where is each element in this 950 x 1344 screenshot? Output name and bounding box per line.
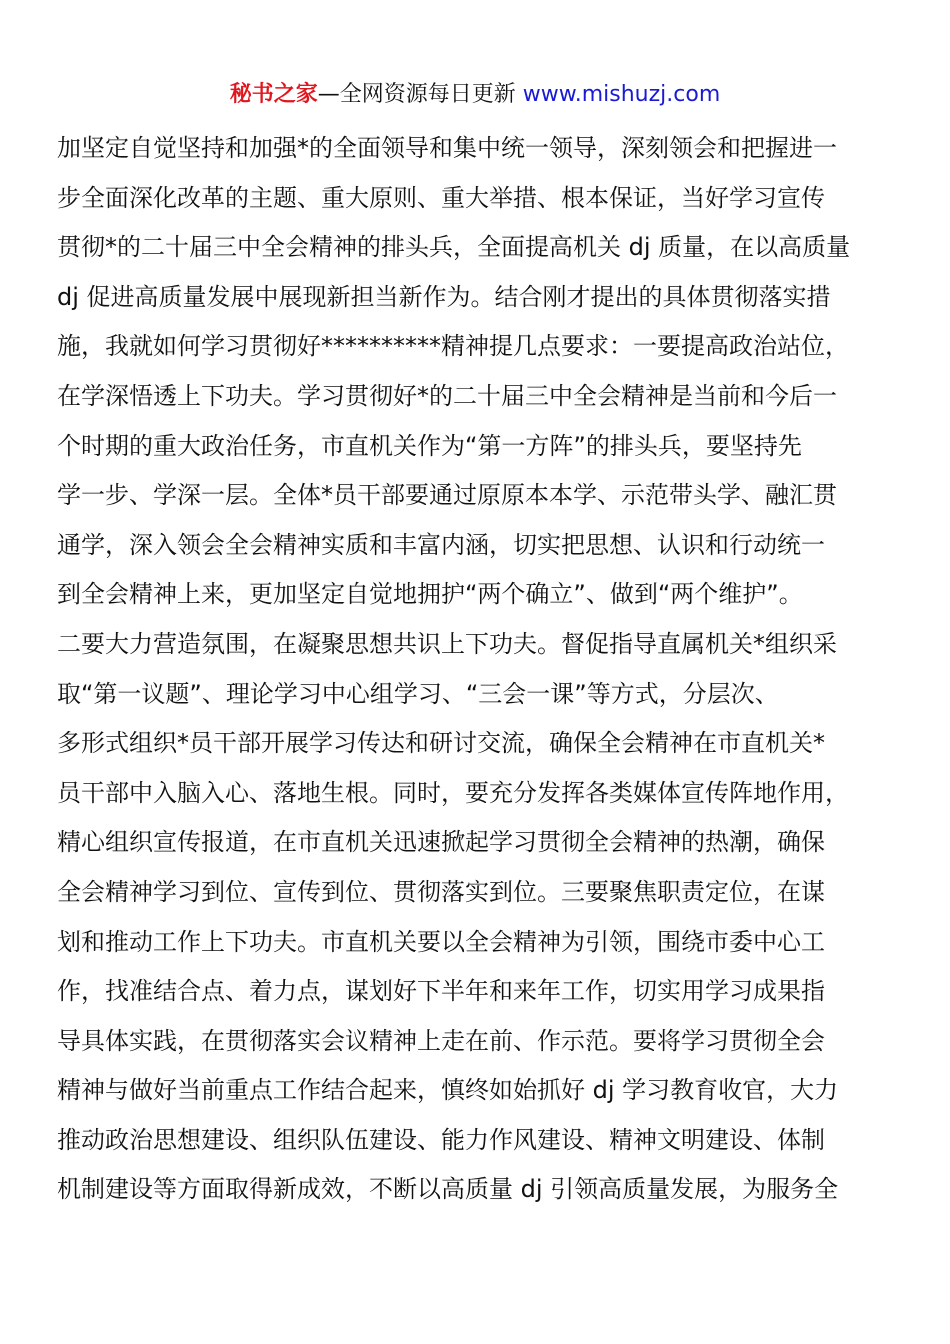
document-body bbox=[57, 124, 907, 1215]
text-line: 到全会精神上来，更加坚定自觉地拥护“两个确立”、做到“两个维护”。 bbox=[57, 580, 803, 609]
text-line: 划和推动工作上下功夫。市直机关要以全会精神为引领，围绕市委中心工 bbox=[57, 927, 825, 956]
text-line: 机制建设等方面取得新成效，不断以高质量 dj 引领高质量发展，为服务全 bbox=[57, 1175, 839, 1204]
text-line: 个时期的重大政治任务，市直机关作为“第一方阵”的排头兵，要坚持先 bbox=[57, 431, 802, 460]
text-line: 推动政治思想建设、组织队伍建设、能力作风建设、精神文明建设、体制 bbox=[57, 1125, 825, 1154]
text-line: 多形式组织*员干部开展学习传达和研讨交流，确保全会精神在市直机关* bbox=[57, 729, 825, 758]
text-line: 精神与做好当前重点工作结合起来，慎终如始抓好 dj 学习教育收官，大力 bbox=[57, 1076, 839, 1105]
text-line: 加坚定自觉坚持和加强*的全面领导和集中统一领导，深刻领会和把握进一 bbox=[57, 134, 837, 162]
header-tagline: —全网资源每日更新 bbox=[317, 82, 523, 107]
text-line: 在学深悟透上下功夫。学习贯彻好*的二十届三中全会精神是当前和今后一 bbox=[57, 381, 837, 410]
text-line: dj 促进高质量发展中展现新担当新作为。结合刚才提出的具体贯彻落实措 bbox=[57, 282, 831, 311]
text-line: 全会精神学习到位、宣传到位、贯彻落实到位。三要聚焦职责定位，在谋 bbox=[57, 877, 825, 906]
text-line: 取“第一议题”、理论学习中心组学习、“三会一课”等方式，分层次、 bbox=[57, 679, 779, 708]
text-line: 学一步、学深一层。全体*员干部要通过原原本本学、示范带头学、融汇贯 bbox=[57, 481, 837, 510]
text-line: 步全面深化改革的主题、重大原则、重大举措、根本保证，当好学习宣传 bbox=[57, 183, 825, 212]
text-line: 导具体实践，在贯彻落实会议精神上走在前、作示范。要将学习贯彻全会 bbox=[57, 1026, 825, 1055]
site-url-link[interactable]: www.mishuzj.com bbox=[522, 82, 721, 107]
text-line: 二要大力营造氛围，在凝聚思想共识上下功夫。督促指导直属机关*组织采 bbox=[57, 629, 837, 658]
text-line: 施，我就如何学习贯彻好**********精神提几点要求：一要提高政治站位， bbox=[57, 332, 849, 361]
text-line: 精心组织宣传报道，在市直机关迅速掀起学习贯彻全会精神的热潮，确保 bbox=[57, 828, 825, 857]
text-line: 通学，深入领会全会精神实质和丰富内涵，切实把思想、认识和行动统一 bbox=[57, 530, 825, 559]
page-header bbox=[0, 80, 950, 110]
text-line: 员干部中入脑入心、落地生根。同时，要充分发挥各类媒体宣传阵地作用， bbox=[57, 778, 849, 807]
brand-name: 秘书之家 bbox=[229, 82, 318, 107]
text-line: 作，找准结合点、着力点，谋划好下半年和来年工作，切实用学习成果指 bbox=[57, 977, 825, 1006]
text-line: 贯彻*的二十届三中全会精神的排头兵，全面提高机关 dj 质量，在以高质量 bbox=[57, 233, 851, 262]
